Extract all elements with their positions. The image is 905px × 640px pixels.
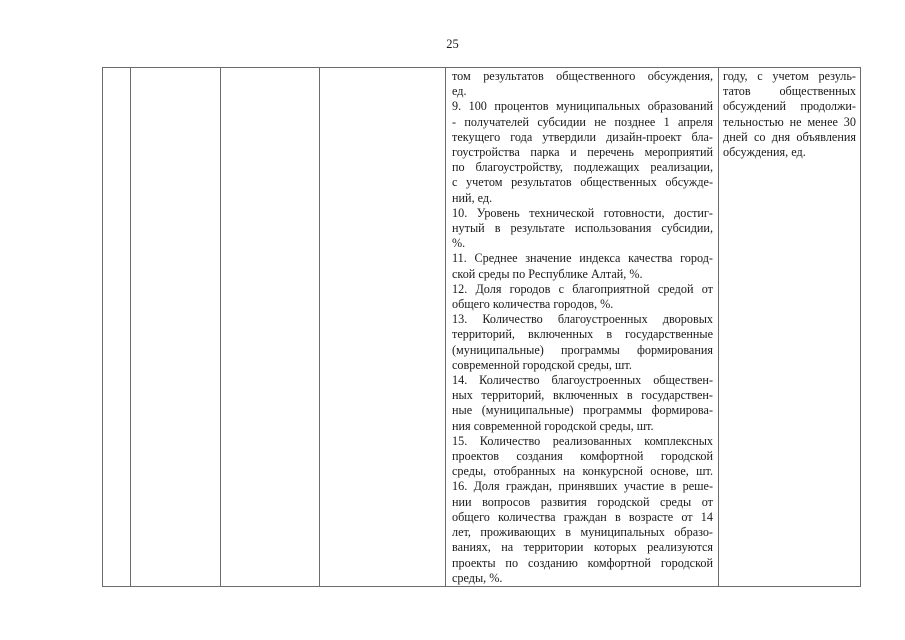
page-number: 25 [446, 37, 459, 51]
indicator-text-line: (муниципальные) программы формирования [452, 342, 713, 357]
indicator-text-line: среды, отобранных на конкурсной основе, шт. [452, 464, 713, 479]
indicator-text-line: %. [452, 236, 466, 251]
indicator-text-line: - получателей субсидии не позднее 1 апреля [452, 114, 713, 129]
notes-cell [719, 68, 861, 587]
indicator-text-line: 14. Количество благоустроенных обществен- [452, 373, 713, 388]
indicator-text-line: лет, проживающих в муниципальных образо- [452, 525, 713, 540]
indicator-text-line: нии вопросов развития городской среды от [452, 494, 713, 509]
indicator-text-line: ваниях, на территории которых реализуются [452, 540, 713, 555]
indicator-text-line: территорий, включенных в государственные [452, 327, 713, 342]
indicator-text-line: 10. Уровень технической готовности, достиг- [452, 205, 713, 220]
indicator-text-line: ния современной городской среды, шт. [452, 418, 654, 433]
indicator-text-line: по благоустройству, подлежащих реализации, [452, 160, 713, 175]
indicator-text-line: нутый в результате использования субсидии, [452, 221, 713, 236]
indicator-text-line: текущего года утвердили дизайн-проект бла- [452, 129, 713, 144]
indicator-text-line: общего количества граждан в возрасте от 14 [452, 509, 713, 524]
indicator-text-line: проектов создания комфортной городской [452, 449, 713, 464]
indicator-text-line: проекты по созданию комфортной городской [452, 555, 713, 570]
indicator-text-line: среды, %. [452, 570, 503, 585]
indicator-text-line: с учетом результатов общественных обсужде- [452, 175, 713, 190]
indicator-text-line: 9. 100 процентов муниципальных образований [452, 99, 713, 114]
indicator-text-line: 16. Доля граждан, принявших участие в реше- [452, 479, 713, 494]
indicators-table [102, 67, 861, 587]
indicator-text-line: современной городской среды, шт. [452, 357, 632, 372]
table-cell-number [103, 68, 131, 587]
indicator-text-line: ные (муниципальные) программы формирова- [452, 403, 713, 418]
indicator-text-line: ний, ед. [452, 190, 493, 205]
indicator-text-line: общего количества городов, %. [452, 297, 614, 312]
indicator-text-line: ед. [452, 84, 467, 99]
table-cell-empty-3 [320, 68, 446, 587]
note-text-line: обсуждения, ед. [723, 145, 806, 160]
indicator-text-line: том результатов общественного обсуждения, [452, 69, 713, 83]
note-text-line: обсуждений продолжи- [723, 99, 856, 114]
table-row [103, 68, 861, 587]
indicators-cell [446, 68, 719, 587]
indicator-text-line: 13. Количество благоустроенных дворовых [452, 312, 713, 327]
table-cell-empty-2 [221, 68, 320, 587]
note-text-line: татов общественных [723, 84, 856, 99]
table-cell-empty-1 [131, 68, 221, 587]
indicator-text-line: ных территорий, включенных в государствен- [452, 388, 713, 403]
indicator-text-line: 12. Доля городов с благоприятной средой от [452, 281, 713, 296]
indicator-text-line: 11. Среднее значение индекса качества город- [452, 251, 713, 266]
indicator-text-line: 15. Количество реализованных комплексных [452, 433, 713, 448]
indicator-text-line: гоустройства парка и перечень мероприятий [452, 145, 713, 160]
note-text-line: тельностью не менее 30 [723, 114, 856, 129]
indicator-text-line: ской среды по Республике Алтай, %. [452, 266, 643, 281]
note-text-line: дней со дня объявления [723, 129, 856, 144]
note-text-line: году, с учетом резуль- [723, 69, 856, 83]
